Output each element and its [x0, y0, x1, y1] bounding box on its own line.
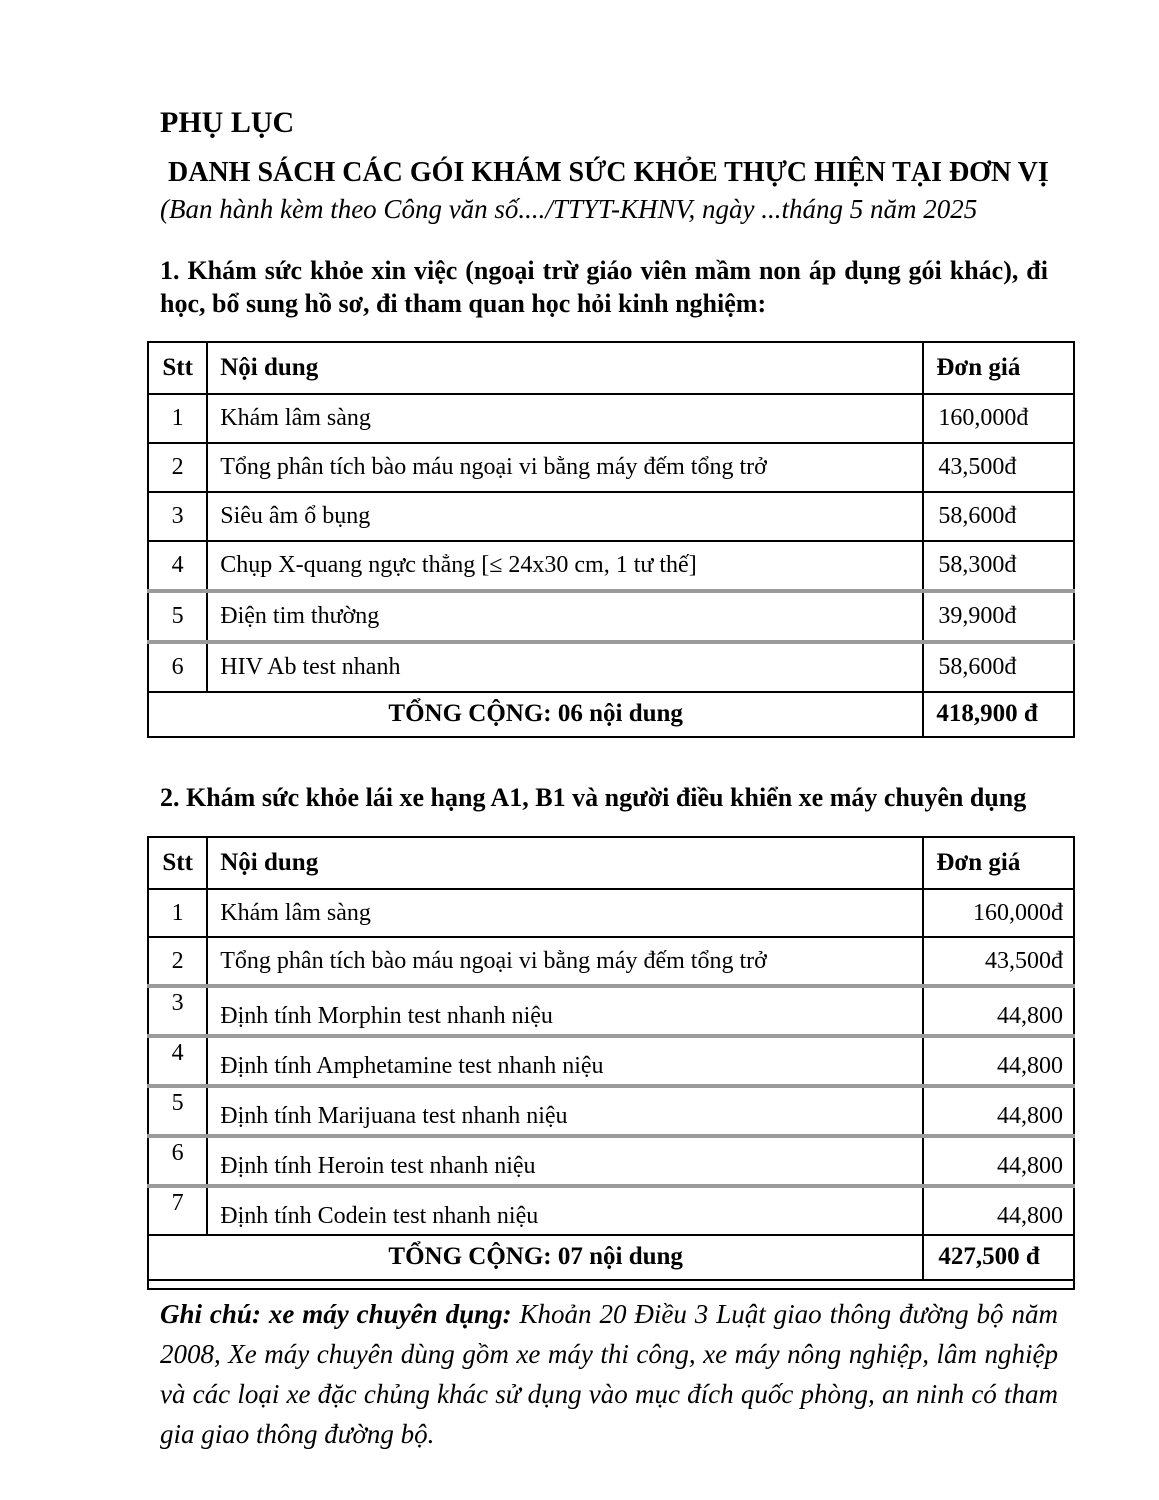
table-1-footer: [148, 692, 1074, 737]
cell-noi-dung: Định tính Marijuana test nhanh niệu: [207, 1086, 923, 1136]
column-header-stt: Stt: [148, 342, 207, 394]
table-spacer-row: [148, 1280, 1074, 1289]
section-2-heading: 2. Khám sức khỏe lái xe hạng A1, B1 và người điều khiển xe máy chuyên dụng: [160, 783, 1027, 813]
cell-stt: 4: [148, 1036, 207, 1086]
column-header-don-gia: Đơn giá: [923, 837, 1074, 889]
cell-stt: 5: [148, 1086, 207, 1136]
cell-don-gia: 44,800: [923, 1186, 1074, 1235]
cell-stt: 6: [148, 1136, 207, 1186]
document-subtitle: (Ban hành kèm theo Công văn số..../TTYT-KHNV, ngày ...tháng 5 năm 2025: [160, 193, 978, 224]
cell-don-gia: 39,900đ: [923, 591, 1074, 642]
cell-don-gia: 44,800: [923, 1036, 1074, 1086]
document-title: DANH SÁCH CÁC GÓI KHÁM SỨC KHỎE THỰC HIỆN TẠI ĐƠN VỊ: [168, 156, 1049, 188]
price-table-1: [147, 341, 1075, 738]
total-label: TỔNG CỘNG: 06 nội dung: [148, 692, 923, 737]
table-row: [148, 642, 1074, 692]
cell-noi-dung: Khám lâm sàng: [207, 394, 923, 443]
cell-stt: 3: [148, 492, 207, 541]
appendix-label: PHỤ LỤC: [160, 106, 295, 139]
cell-noi-dung: Định tính Codein test nhanh niệu: [207, 1186, 923, 1235]
cell-noi-dung: Điện tim thường: [207, 591, 923, 642]
table-1-header: [148, 342, 1074, 394]
cell-stt: 4: [148, 541, 207, 591]
total-row: [148, 1235, 1074, 1280]
footnote-body: Khoản 20 Điều 3 Luật giao thông đường bộ năm 2008, Xe máy chuyên dùng gồm xe máy thi công, xe máy nông nghiệp, lâm nghiệp và các loại xe đặc chủng khác sử dụng vào mục đích quốc phòng, an ninh có tham gia giao thông đường bộ.: [160, 1298, 1058, 1449]
cell-noi-dung: Định tính Amphetamine test nhanh niệu: [207, 1036, 923, 1086]
total-label: TỔNG CỘNG: 07 nội dung: [148, 1235, 923, 1280]
section-1-heading: 1. Khám sức khỏe xin việc (ngoại trừ giáo viên mầm non áp dụng gói khác), đi học, bổ sung hồ sơ, đi tham quan học hỏi kinh nghiệm:: [160, 256, 1048, 318]
header-row: [148, 837, 1074, 889]
cell-stt: 3: [148, 986, 207, 1036]
cell-noi-dung: Chụp X-quang ngực thẳng [≤ 24x30 cm, 1 tư thế]: [207, 541, 923, 591]
header-row: [148, 342, 1074, 394]
column-header-noi-dung: Nội dung: [207, 342, 923, 394]
total-row: [148, 692, 1074, 737]
cell-don-gia: 44,800: [923, 1136, 1074, 1186]
cell-stt: 5: [148, 591, 207, 642]
table-row: [148, 986, 1074, 1036]
cell-don-gia: 43,500đ: [923, 937, 1074, 986]
cell-noi-dung: Định tính Heroin test nhanh niệu: [207, 1136, 923, 1186]
cell-stt: 1: [148, 394, 207, 443]
cell-don-gia: 44,800: [923, 1086, 1074, 1136]
column-header-noi-dung: Nội dung: [207, 837, 923, 889]
table-1-body: [148, 394, 1074, 692]
table-row: [148, 1086, 1074, 1136]
table-2-body: [148, 889, 1074, 1235]
table-row: [148, 591, 1074, 642]
cell-noi-dung: Tổng phân tích bào máu ngoại vi bằng máy đếm tổng trở: [207, 443, 923, 492]
table-row: [148, 394, 1074, 443]
footnote-lead: Ghi chú: xe máy chuyên dụng:: [160, 1298, 512, 1329]
price-table-2: [147, 836, 1075, 1290]
column-header-don-gia: Đơn giá: [923, 342, 1074, 394]
cell-don-gia: 58,300đ: [923, 541, 1074, 591]
cell-stt: 2: [148, 937, 207, 986]
cell-noi-dung: Tổng phân tích bào máu ngoại vi bằng máy đếm tổng trở: [207, 937, 923, 986]
cell-don-gia: 58,600đ: [923, 642, 1074, 692]
table-row: [148, 889, 1074, 937]
cell-noi-dung: Định tính Morphin test nhanh niệu: [207, 986, 923, 1036]
table-row: [148, 1036, 1074, 1086]
column-header-stt: Stt: [148, 837, 207, 889]
cell-noi-dung: Siêu âm ổ bụng: [207, 492, 923, 541]
cell-don-gia: 160,000đ: [923, 394, 1074, 443]
table-row: [148, 541, 1074, 591]
table-2-header: [148, 837, 1074, 889]
total-value: 427,500 đ: [923, 1235, 1074, 1280]
table-row: [148, 937, 1074, 986]
cell-don-gia: 44,800: [923, 986, 1074, 1036]
cell-noi-dung: Khám lâm sàng: [207, 889, 923, 937]
cell-stt: 2: [148, 443, 207, 492]
table-row: [148, 443, 1074, 492]
table-row: [148, 1136, 1074, 1186]
spacer-cell: [148, 1280, 1074, 1289]
cell-don-gia: 43,500đ: [923, 443, 1074, 492]
total-value: 418,900 đ: [923, 692, 1074, 737]
table-2-footer: [148, 1235, 1074, 1289]
cell-stt: 7: [148, 1186, 207, 1235]
cell-noi-dung: HIV Ab test nhanh: [207, 642, 923, 692]
cell-stt: 6: [148, 642, 207, 692]
footnote: [160, 1294, 1058, 1454]
cell-don-gia: 160,000đ: [923, 889, 1074, 937]
table-row: [148, 492, 1074, 541]
table-row: [148, 1186, 1074, 1235]
cell-stt: 1: [148, 889, 207, 937]
cell-don-gia: 58,600đ: [923, 492, 1074, 541]
